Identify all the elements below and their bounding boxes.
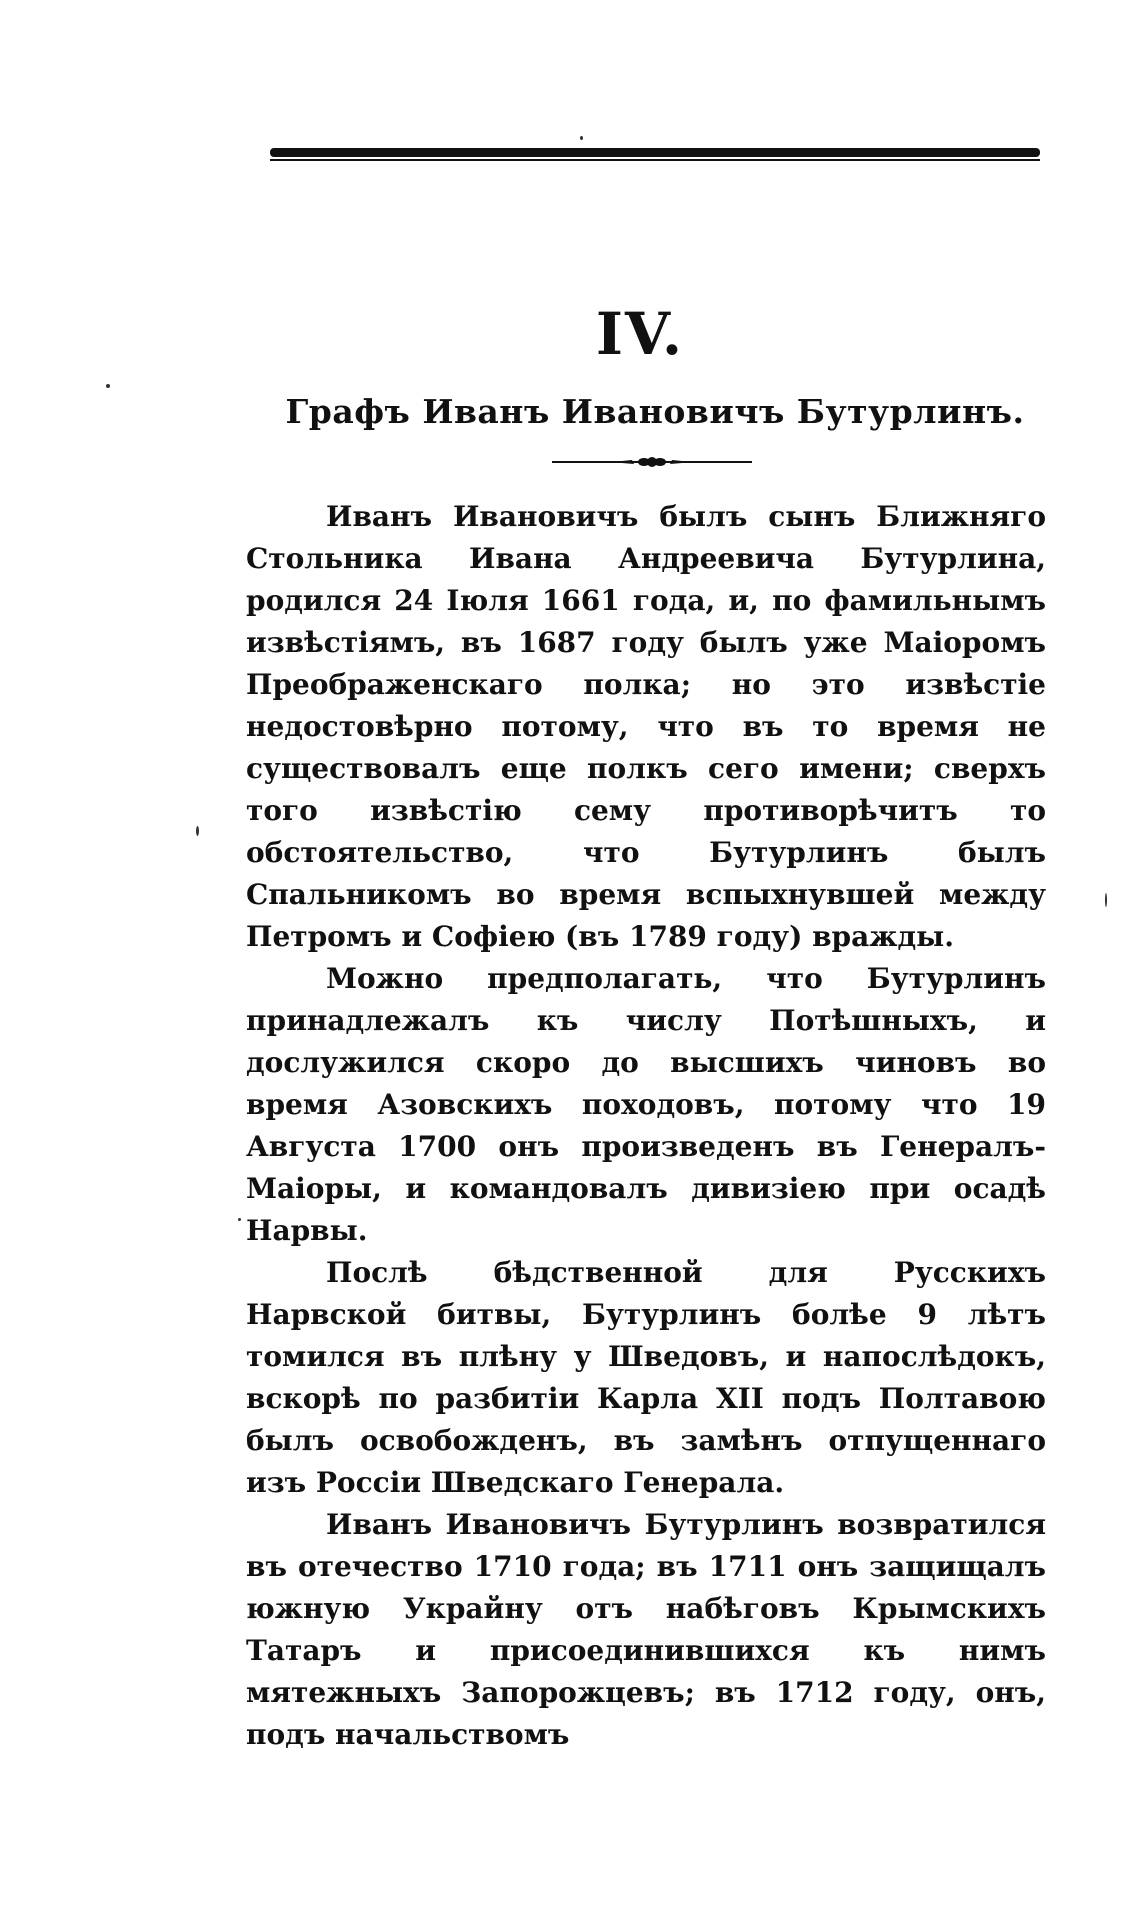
- paragraph-1: Иванъ Ивановичъ былъ сынъ Ближняго Стольника Ивана Андреевича Бутурлина, родился 24 Іюля 1661 года, и, по фамильнымъ извѣстіямъ, въ 1687 году былъ уже Маіоромъ Преображенскаго полка; но это извѣстіе недостовѣрно потому, что въ то время не существовалъ еще полкъ сего имени; сверхъ того извѣстію сему противорѣчитъ то обстоятельство, что Бутурлинъ былъ Спальникомъ во время вспыхнувшей между Петромъ и Софіею (въ 1789 году) вражды.: [246, 500, 1046, 953]
- scan-speck: [580, 136, 583, 140]
- scan-speck: [1105, 893, 1107, 907]
- paragraph-3: Послѣ бѣдственной для Русскихъ Нарвской битвы, Бутурлинъ болѣе 9 лѣтъ томился въ плѣну у Шведовъ, и напослѣдокъ, вскорѣ по разбитіи Карла XII подъ Полтавою былъ освобожденъ, въ замѣнъ отпущеннаго изъ Россіи Шведскаго Генерала.: [246, 1256, 1046, 1499]
- ornament-divider-icon: [552, 455, 752, 469]
- paragraph-2: Можно предполагать, что Бутурлинъ принадлежалъ къ числу Потѣшныхъ, и дослужился скоро до высшихъ чиновъ во время Азовскихъ походовъ, потому что 19 Августа 1700 онъ произведенъ въ Генералъ-Маіоры, и командовалъ дивизіею при осадѣ Нарвы.: [246, 962, 1046, 1247]
- scan-speck: [238, 1218, 241, 1221]
- top-double-rule: [270, 148, 1040, 162]
- top-rule-thin: [270, 159, 1040, 161]
- chapter-title: Графъ Иванъ Ивановичъ Бутурлинъ.: [285, 392, 1025, 431]
- paragraph-4: Иванъ Ивановичъ Бутурлинъ возвратился въ отечество 1710 года; въ 1711 онъ защищалъ южную Украйну отъ набѣговъ Крымскихъ Татаръ и присоединившихся къ нимъ мятежныхъ Запорожцевъ; въ 1712 году, онъ, подъ начальствомъ: [246, 1508, 1046, 1751]
- scan-speck: [106, 384, 110, 388]
- chapter-number: IV.: [595, 300, 685, 368]
- scan-speck: [196, 826, 199, 836]
- top-rule-thick: [270, 148, 1040, 157]
- body-text: [246, 496, 1046, 1756]
